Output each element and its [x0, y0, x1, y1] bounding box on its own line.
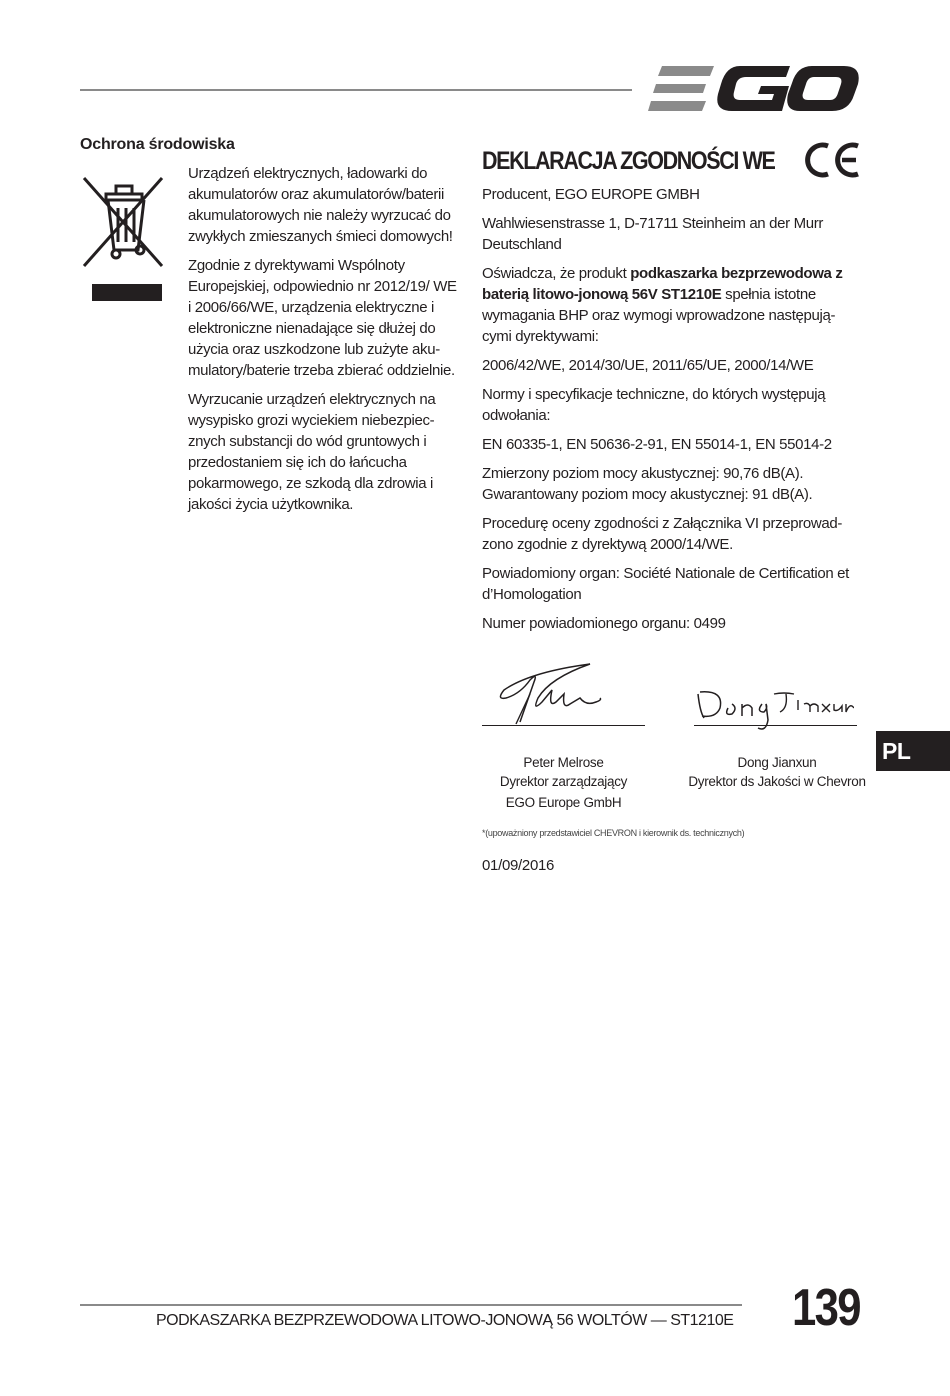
signatory-title: Dyrektor ds Jakości w Chevron — [688, 774, 866, 789]
footnote: *(upoważniony przedstawiciel CHEVRON i kierownik ds. technicznych) — [482, 828, 745, 838]
ce-mark-icon — [802, 140, 862, 180]
statement-suffix: spełnia istotne wymagania BHP oraz wymogi wprowadzone następują-cymi dyrektywami: — [482, 286, 836, 345]
signatory-2 — [684, 753, 870, 791]
crossed-out-wheelie-bin-icon — [82, 174, 166, 304]
declaration-heading: DEKLARACJA ZGODNOŚCI WE — [482, 147, 775, 175]
signatory-name: Dong Jianxun — [737, 755, 817, 770]
ego-logo — [648, 64, 860, 114]
header-rule — [80, 89, 632, 91]
page-number: 139 — [792, 1279, 860, 1337]
statement — [482, 263, 862, 347]
declaration-date: 01/09/2016 — [482, 857, 555, 874]
norms: EN 60335-1, EN 50636-2-91, EN 55014-1, EN 55014-2 — [482, 436, 832, 453]
environment-paragraph: Wyrzucanie urządzeń elektrycznych na wysypisko grozi wyciekiem niebezpiec-znych substancji do wód gruntowych i przedostaniem się ich do łańcucha pokarmowego, ze szkodą dla zdrowia i jakości życia użytkownika. — [188, 391, 436, 513]
signature-peter-melrose — [490, 658, 620, 728]
signature-line-1 — [482, 725, 645, 726]
footer-title: PODKASZARKA BEZPRZEWODOWA LITOWO-JONOWĄ 56 WOLTÓW — ST1210E — [156, 1312, 734, 1329]
product-name: podkaszarka bezprzewodowa z baterią litowo-jonową 56V ST1210E — [482, 265, 843, 303]
notified-number: Numer powiadomionego organu: 0499 — [482, 615, 726, 632]
noise-measured: Zmierzony poziom mocy akustycznej: 90,76 dB(A). — [482, 465, 804, 482]
norms-intro: Normy i specyfikacje techniczne, do których występują odwołania: — [482, 386, 826, 424]
declaration-text — [482, 184, 862, 642]
notified-body: Powiadomiony organ: Société Nationale de Certification et d’Homologation — [482, 565, 849, 603]
noise-guaranteed: Gwarantowany poziom mocy akustycznej: 91 dB(A). — [482, 486, 813, 503]
signature-dong-jianxun — [694, 682, 854, 740]
signatory-company: EGO Europe GmbH — [505, 795, 622, 810]
environment-paragraph: Zgodnie z dyrektywami Wspólnoty Europejskiej, odpowiednio nr 2012/19/ WE i 2006/66/WE, urządzenia elektryczne i elektroniczne nienadające się dłużej do użycia oraz uszkodzone lub zużyte aku-mulatory/baterie trzeba zbierać oddzielnie. — [188, 257, 457, 379]
noise-levels — [482, 463, 862, 505]
environment-paragraph: Urządzeń elektrycznych, ładowarki do akumulatorów oraz akumulatorów/baterii akumulatorowych nie należy wyrzucać do zwykłych zmieszanych śmieci domowych! — [188, 165, 453, 245]
signatory-1 — [482, 753, 645, 812]
producer: Producent, EGO EUROPE GMBH — [482, 186, 700, 203]
signatory-name: Peter Melrose — [523, 755, 604, 770]
procedure: Procedurę oceny zgodności z Załącznika VI przeprowad-zono zgodnie z dyrektywą 2000/14/WE. — [482, 515, 842, 553]
language-tab: PL — [876, 731, 950, 771]
environment-text — [188, 163, 460, 523]
signatory-title: Dyrektor zarządzający — [499, 774, 628, 789]
footer-rule — [80, 1304, 742, 1306]
statement-prefix: Oświadcza, że produkt — [482, 265, 631, 282]
environment-heading: Ochrona środowiska — [80, 136, 235, 153]
signature-line-2 — [694, 725, 857, 726]
directives: 2006/42/WE, 2014/30/UE, 2011/65/UE, 2000/14/WE — [482, 357, 814, 374]
address: Wahlwiesenstrasse 1, D-71711 Steinheim an der Murr Deutschland — [482, 215, 823, 253]
